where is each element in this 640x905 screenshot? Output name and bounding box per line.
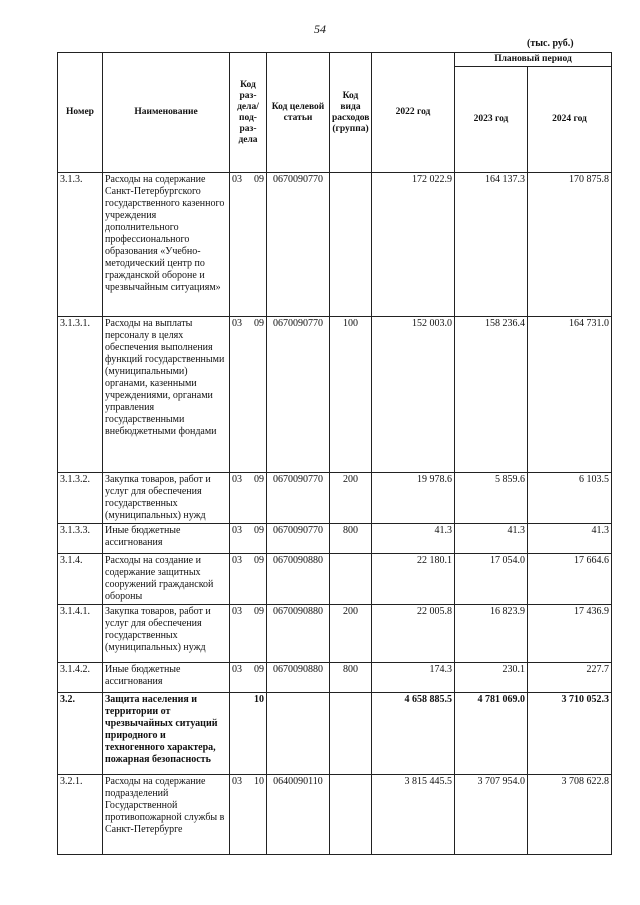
row-subsection: 10 [254,776,264,787]
row-expense-type [330,173,372,317]
row-expense-type: 800 [330,663,372,693]
row-number: 3.1.3.2. [58,473,103,524]
row-section-code [230,663,267,693]
row-value-2022: 41.3 [372,524,455,554]
row-section: 03 [232,606,242,617]
row-value-2024: 164 731.0 [528,317,612,473]
row-value-2023: 4 781 069.0 [455,693,528,775]
row-value-2024: 41.3 [528,524,612,554]
row-section-code [230,693,267,775]
header-name: Наименование [103,53,230,173]
row-expense-type: 200 [330,473,372,524]
table-row [58,663,612,693]
table-row [58,524,612,554]
row-section-code [230,524,267,554]
table-row [58,605,612,663]
row-target-code: 0670090770 [267,317,330,473]
row-name: Иные бюджетные ассигнования [103,524,230,554]
page-number: 54 [314,22,326,36]
row-section: 03 [232,776,242,787]
table-body [58,173,612,855]
row-expense-type [330,554,372,605]
row-name: Защита населения и территории от чрезвычайных ситуаций природного и техногенного характера, пожарная безопасность [103,693,230,775]
budget-table [57,52,612,855]
row-value-2024: 3 708 622.8 [528,775,612,855]
row-section: 03 [232,664,242,675]
row-section: 03 [232,555,242,566]
row-number: 3.2. [58,693,103,775]
header-section-code: Код раз-дела/ под-раз-дела [230,53,267,173]
row-number: 3.1.3.3. [58,524,103,554]
row-section: 03 [232,174,242,185]
row-value-2023: 17 054.0 [455,554,528,605]
row-expense-type [330,693,372,775]
row-value-2022: 3 815 445.5 [372,775,455,855]
row-value-2023: 5 859.6 [455,473,528,524]
row-value-2023: 230.1 [455,663,528,693]
row-target-code: 0670090770 [267,173,330,317]
row-value-2022: 152 003.0 [372,317,455,473]
row-value-2024: 17 436.9 [528,605,612,663]
header-year-2023: 2023 год [455,67,528,173]
row-expense-type: 800 [330,524,372,554]
row-section: 03 [232,525,242,536]
row-number: 3.1.4. [58,554,103,605]
row-expense-type: 100 [330,317,372,473]
header-expense-type: Код вида расходов (группа) [330,53,372,173]
table-row [58,693,612,775]
row-name: Расходы на создание и содержание защитных сооружений гражданской обороны [103,554,230,605]
row-subsection: 09 [254,555,264,566]
row-value-2023: 158 236.4 [455,317,528,473]
row-section-code [230,473,267,524]
table-row [58,317,612,473]
row-value-2023: 16 823.9 [455,605,528,663]
row-value-2023: 3 707 954.0 [455,775,528,855]
row-section: 03 [232,318,242,329]
row-name: Иные бюджетные ассигнования [103,663,230,693]
row-target-code: 0670090880 [267,663,330,693]
row-subsection: 09 [254,318,264,329]
row-value-2024: 227.7 [528,663,612,693]
row-number: 3.1.4.1. [58,605,103,663]
row-subsection: 09 [254,174,264,185]
row-value-2024: 170 875.8 [528,173,612,317]
row-target-code: 0670090880 [267,605,330,663]
row-value-2024: 3 710 052.3 [528,693,612,775]
row-name: Закупка товаров, работ и услуг для обеспечения государственных (муниципальных) нужд [103,605,230,663]
row-section: 03 [232,474,242,485]
table-row [58,173,612,317]
header-year-2024: 2024 год [528,67,612,173]
row-number: 3.1.3. [58,173,103,317]
row-value-2022: 22 180.1 [372,554,455,605]
row-name: Закупка товаров, работ и услуг для обеспечения государственных (муниципальных) нужд [103,473,230,524]
row-expense-type: 200 [330,605,372,663]
row-subsection: 10 [254,694,264,705]
row-section-code [230,775,267,855]
header-year-2022: 2022 год [372,53,455,173]
row-value-2022: 4 658 885.5 [372,693,455,775]
row-name: Расходы на содержание Санкт-Петербургского государственного казенного учреждения дополнительного профессионального образования «Учебно-методический центр по гражданской обороне и чрезвычайным ситуациям» [103,173,230,317]
row-subsection: 09 [254,664,264,675]
row-value-2022: 172 022.9 [372,173,455,317]
row-number: 3.1.4.2. [58,663,103,693]
row-target-code [267,693,330,775]
table-row [58,473,612,524]
row-target-code: 0670090770 [267,524,330,554]
row-value-2022: 19 978.6 [372,473,455,524]
row-number: 3.2.1. [58,775,103,855]
row-target-code: 0670090880 [267,554,330,605]
row-subsection: 09 [254,474,264,485]
header-number: Номер [58,53,103,173]
row-target-code: 0670090770 [267,473,330,524]
header-planning-period: Плановый период [455,53,612,67]
units-label: (тыс. руб.) [527,38,574,49]
row-value-2023: 41.3 [455,524,528,554]
row-value-2024: 6 103.5 [528,473,612,524]
row-value-2024: 17 664.6 [528,554,612,605]
row-number: 3.1.3.1. [58,317,103,473]
row-section-code [230,317,267,473]
row-section-code [230,605,267,663]
row-subsection: 09 [254,606,264,617]
row-subsection: 09 [254,525,264,536]
row-value-2023: 164 137.3 [455,173,528,317]
table-row [58,775,612,855]
table-header [58,53,612,173]
row-name: Расходы на содержание подразделений Государственной противопожарной службы в Санкт-Петербурге [103,775,230,855]
header-target-code: Код целевой статьи [267,53,330,173]
row-section-code [230,554,267,605]
row-value-2022: 174.3 [372,663,455,693]
row-section-code [230,173,267,317]
row-value-2022: 22 005.8 [372,605,455,663]
row-name: Расходы на выплаты персоналу в целях обеспечения выполнения функций государственными (муниципальными) органами, казенными учреждениями, органами управления государственными внебюджетными фондами [103,317,230,473]
row-target-code: 0640090110 [267,775,330,855]
table-row [58,554,612,605]
row-expense-type [330,775,372,855]
